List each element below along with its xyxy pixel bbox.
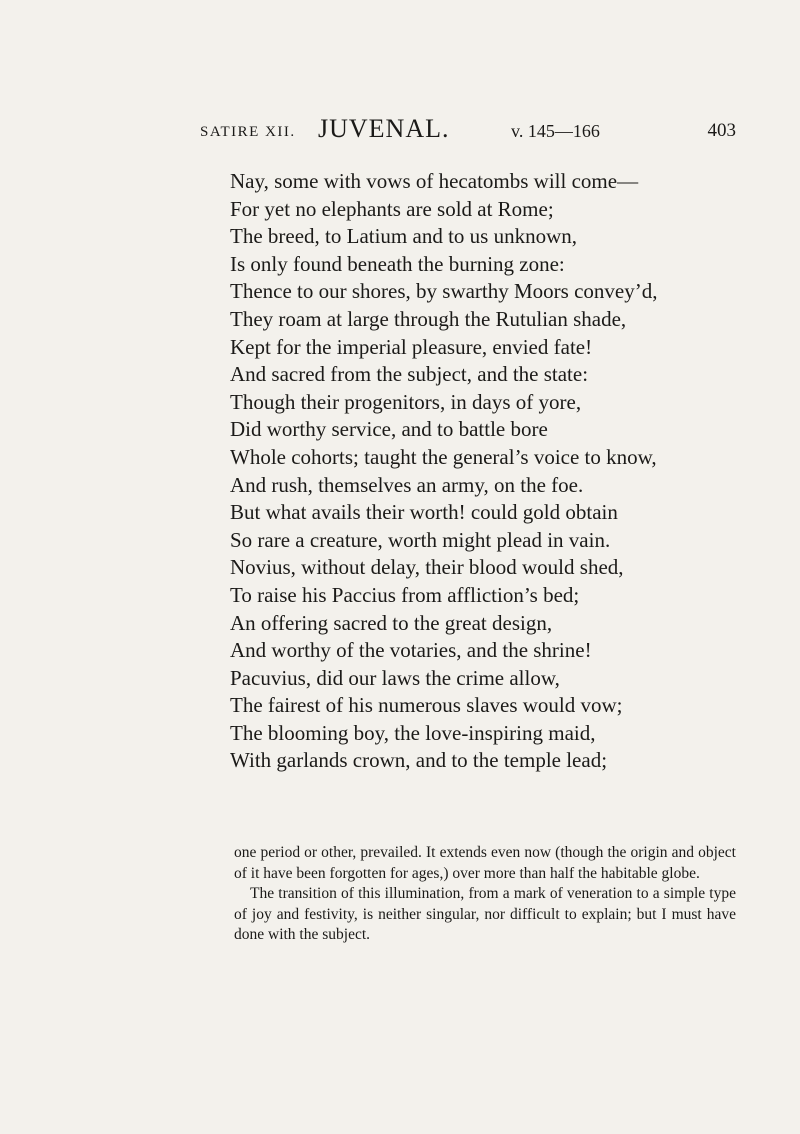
poem-line: The breed, to Latium and to us unknown, bbox=[230, 224, 578, 249]
poem-line: For yet no elephants are sold at Rome; bbox=[230, 196, 554, 221]
poem-line: Whole cohorts; taught the general’s voice to know, bbox=[230, 444, 657, 469]
poem-line: So rare a creature, worth might plead in vain. bbox=[230, 527, 611, 552]
poem-line: Did worthy service, and to battle bore bbox=[230, 417, 548, 442]
poem-line: They roam at large through the Rutulian shade, bbox=[230, 306, 627, 331]
poem-line: And rush, themselves an army, on the foe. bbox=[230, 472, 584, 497]
poem-line: The blooming boy, the love-inspiring maid, bbox=[230, 720, 596, 745]
poem-line: Nay, some with vows of hecatombs will come— bbox=[230, 169, 639, 193]
poem-line: Is only found beneath the burning zone: bbox=[230, 251, 565, 276]
poem-line: But what avails their worth! could gold obtain bbox=[230, 500, 618, 525]
page-number: 403 bbox=[707, 120, 736, 141]
poem-line: To raise his Paccius from affliction’s bed; bbox=[230, 582, 580, 607]
poem-line: Thence to our shores, by swarthy Moors convey’d, bbox=[230, 279, 658, 304]
header-line-range: v. 145—166 bbox=[511, 121, 600, 141]
footnote bbox=[234, 843, 736, 946]
poem-line: And worthy of the votaries, and the shrine! bbox=[230, 638, 592, 663]
poem-line: And sacred from the subject, and the state: bbox=[230, 362, 589, 387]
running-header bbox=[200, 114, 740, 148]
poem-line: An offering sacred to the great design, bbox=[230, 610, 553, 635]
poem-line: With garlands crown, and to the temple lead; bbox=[230, 748, 608, 773]
poem-text bbox=[230, 168, 750, 775]
poem-line: Novius, without delay, their blood would shed, bbox=[230, 555, 624, 580]
header-author: JUVENAL. bbox=[318, 114, 450, 143]
footnote-paragraph: one period or other, prevailed. It extends even now (though the origin and object of it have been forgotten for ages,) over more than half the habitable globe. bbox=[234, 844, 736, 882]
poem-line: Pacuvius, did our laws the crime allow, bbox=[230, 665, 560, 690]
poem-line: The fairest of his numerous slaves would vow; bbox=[230, 693, 623, 718]
footnote-paragraph: The transition of this illumination, from a mark of veneration to a simple type of joy and festivity, is neither singular, nor difficult to explain; but I must have done with the subject. bbox=[234, 885, 736, 944]
header-section: SATIRE XII. bbox=[200, 124, 296, 140]
poem-line: Kept for the imperial pleasure, envied fate! bbox=[230, 334, 593, 359]
poem-line: Though their progenitors, in days of yore, bbox=[230, 389, 582, 414]
